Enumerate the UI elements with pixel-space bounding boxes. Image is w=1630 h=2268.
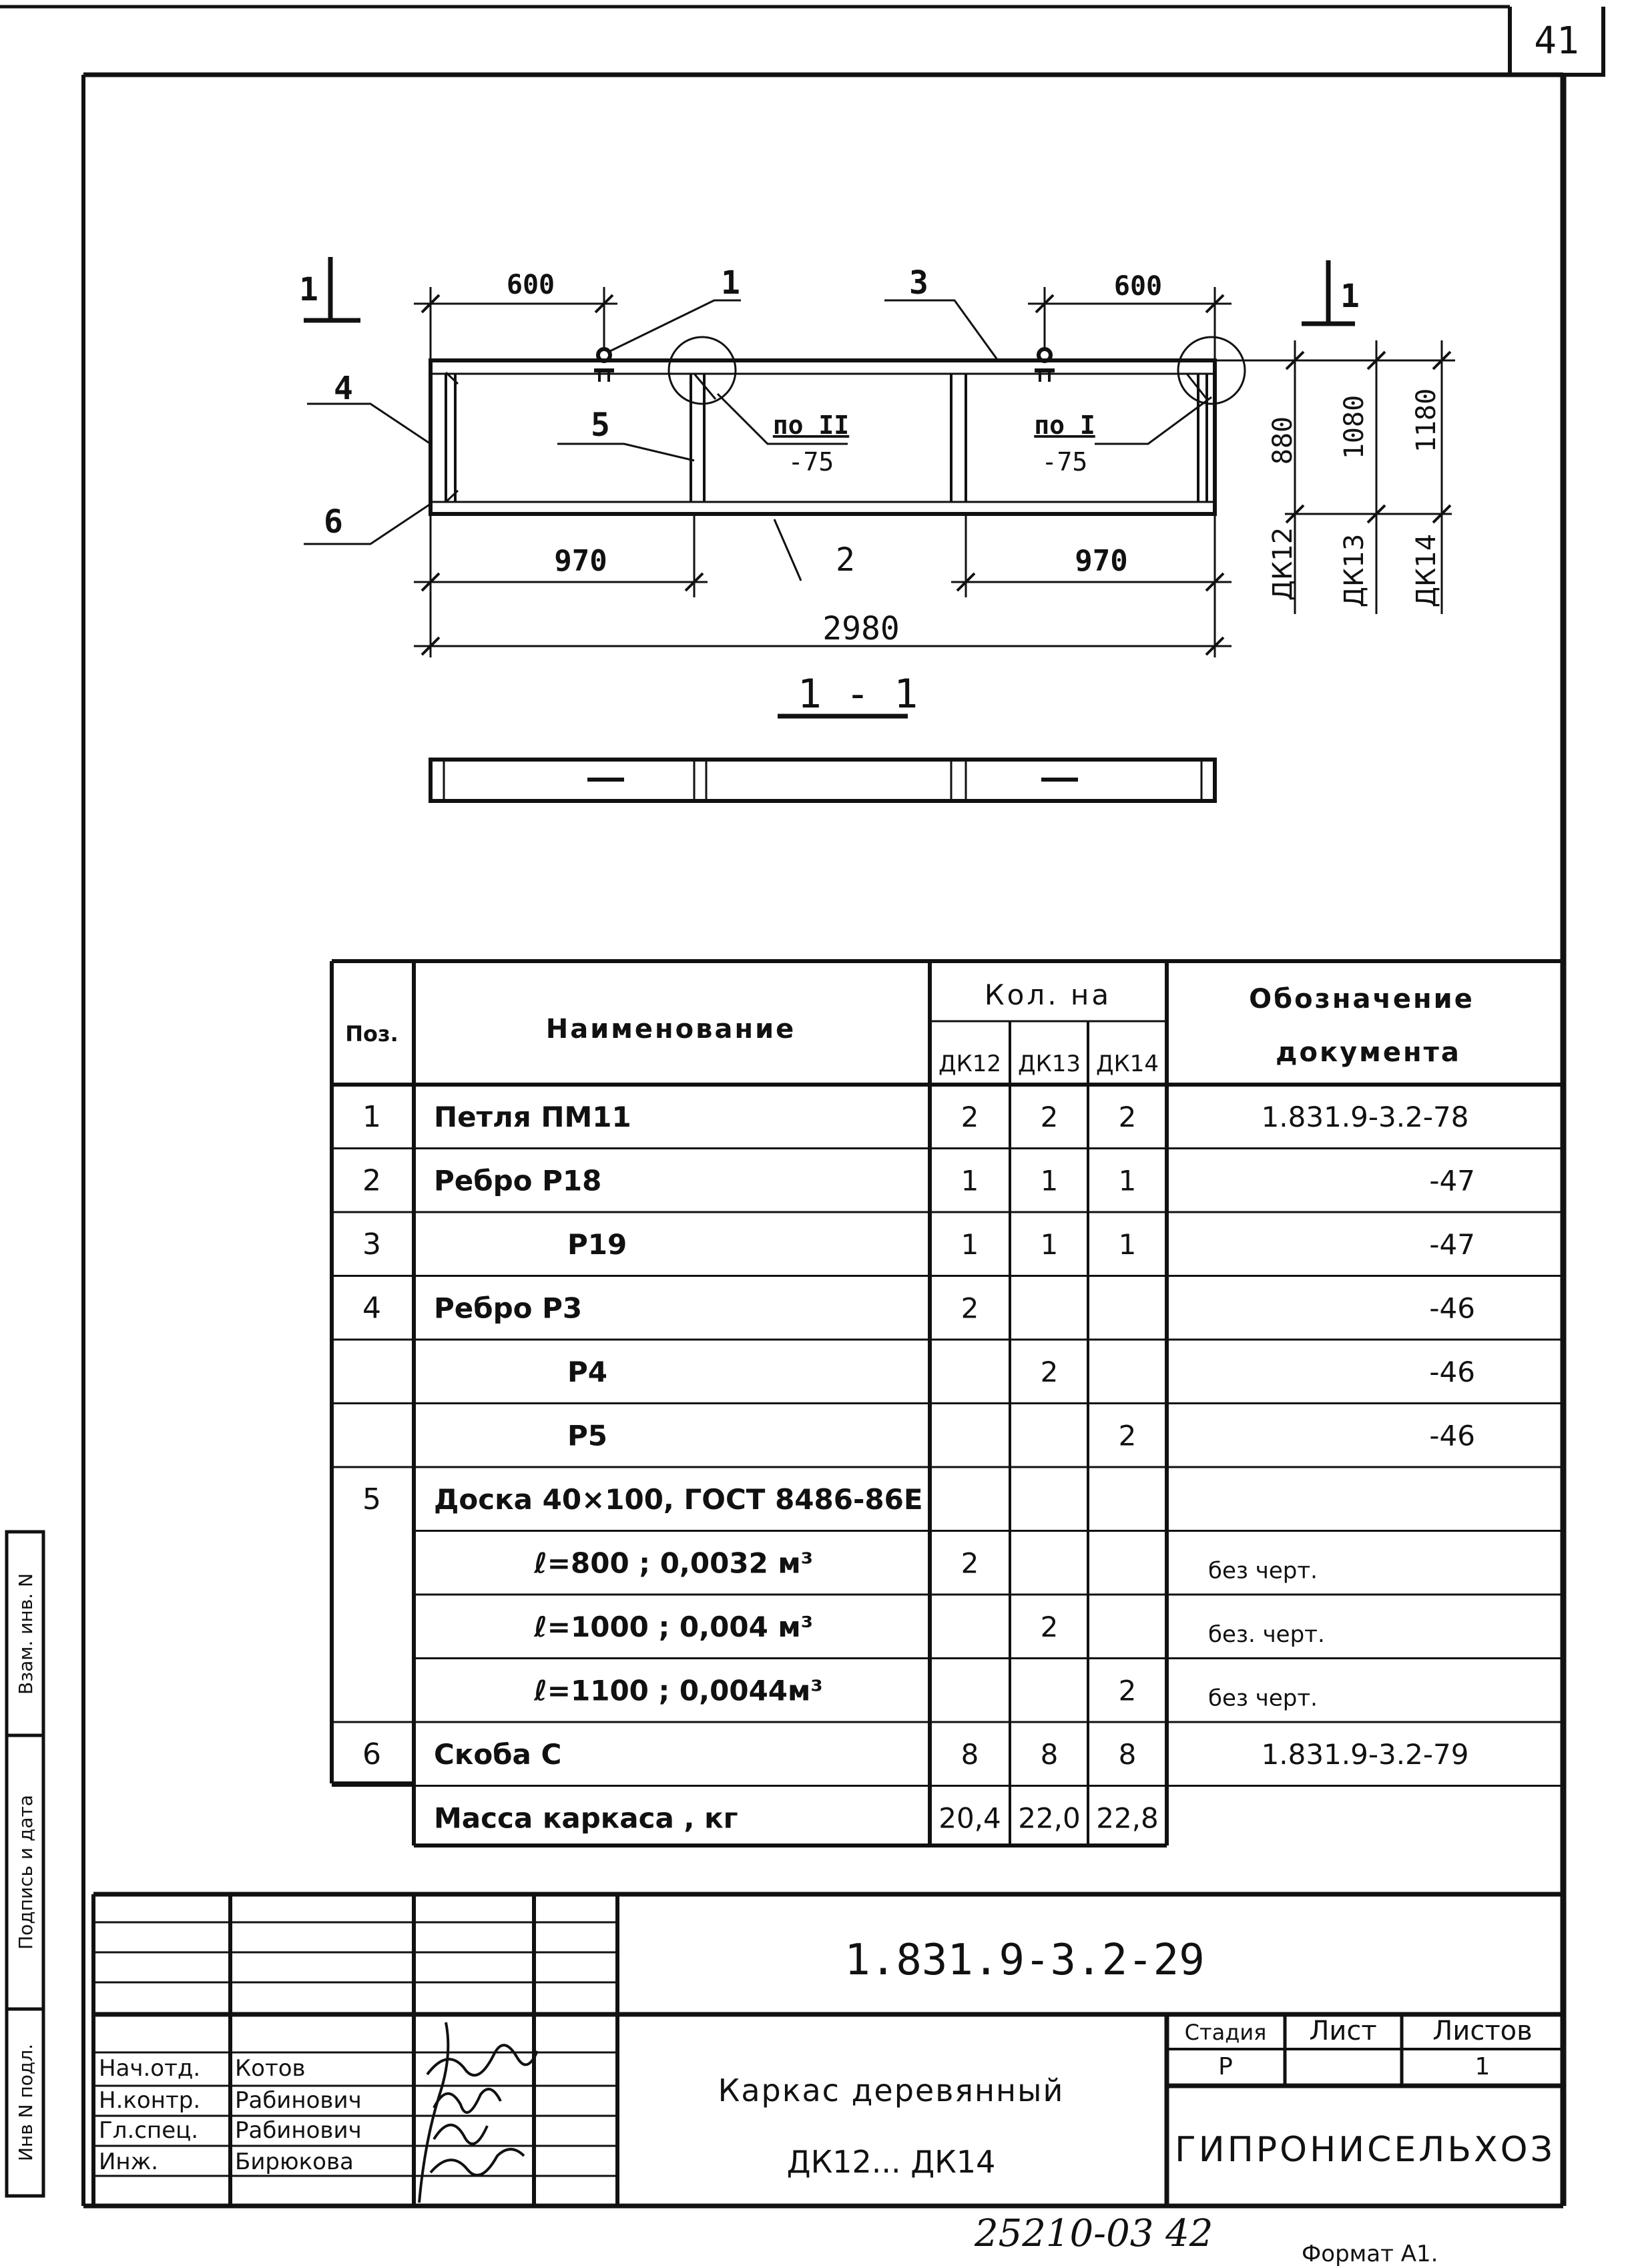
spec-row-pos: 2	[362, 1163, 381, 1198]
callout-5: 5	[591, 406, 610, 444]
spec-row-doc: без. черт.	[1208, 1621, 1325, 1649]
spec-row-qty: 2	[1040, 1101, 1059, 1134]
spec-header-dk13: ДК13	[1018, 1051, 1081, 1077]
side-stamp-original: Инв N подл.	[15, 2043, 37, 2162]
title-header-sheets: Листов	[1432, 2016, 1533, 2046]
title-header-stage: Стадия	[1184, 2020, 1267, 2045]
spec-row-qty: 8	[961, 1738, 979, 1771]
spec-row-qty: 1	[1118, 1228, 1137, 1261]
spec-row-qty: 1	[1040, 1164, 1059, 1197]
dim-height-dk13: 1080	[1339, 394, 1370, 460]
spec-row-doc: без черт.	[1208, 1685, 1318, 1712]
spec-row-name: Р19	[567, 1228, 627, 1261]
format-note: Формат А1.	[1302, 2241, 1438, 2267]
spec-row-qty: 2	[961, 1546, 979, 1580]
spec-row-pos: 6	[362, 1737, 381, 1772]
spec-row-name: ℓ=1100 ; 0,0044м³	[534, 1674, 823, 1707]
title-role-name: Рабинович	[235, 2087, 362, 2114]
height-label-dk14: ДК14	[1411, 533, 1442, 608]
spec-row-qty: 2	[1118, 1419, 1137, 1452]
title-value-sheets: 1	[1474, 2053, 1490, 2080]
side-stamp-signature-date: Подпись и дата	[15, 1795, 37, 1950]
spec-row-name: Р5	[567, 1419, 608, 1452]
title-role-name: Бирюкова	[235, 2149, 354, 2175]
section-title: 1 - 1	[797, 671, 918, 718]
spec-header-pos: Поз.	[345, 1021, 398, 1047]
spec-row-doc: 1.831.9-3.2-78	[1261, 1101, 1469, 1134]
title-designation: 1.831.9-3.2-29	[844, 1936, 1205, 1985]
title-header-sheet: Лист	[1309, 2016, 1377, 2046]
spec-row-qty: 2	[1118, 1674, 1137, 1707]
dim-overall: 2980	[822, 610, 900, 647]
title-role-name: Котов	[235, 2055, 306, 2082]
spec-row-qty: 2	[1040, 1356, 1059, 1389]
node-note-right-ref: по I	[1034, 410, 1095, 440]
height-label-dk12: ДК12	[1268, 527, 1298, 601]
title-role-name: Рабинович	[235, 2117, 362, 2144]
spec-row-qty: 2	[961, 1292, 979, 1325]
node-note-left-value: -75	[788, 447, 834, 477]
spec-header-dk12: ДК12	[938, 1051, 1001, 1077]
spec-row-doc: -47	[1429, 1164, 1475, 1197]
spec-row-name: Петля ПМ11	[434, 1101, 631, 1134]
spec-row-qty: 8	[1118, 1738, 1137, 1771]
section-mark-left: 1	[299, 271, 318, 308]
spec-row-pos: 3	[362, 1227, 381, 1262]
spec-row-name: Доска 40×100, ГОСТ 8486-86Е	[434, 1483, 923, 1516]
spec-row-qty: 1	[961, 1228, 979, 1261]
spec-row-qty: 1	[961, 1164, 979, 1197]
spec-row-pos: 4	[362, 1291, 381, 1326]
title-object-line-2: ДК12... ДК14	[786, 2144, 996, 2180]
spec-header-doc-1: Обозначение	[1249, 984, 1474, 1015]
spec-header-doc-2: документа	[1276, 1037, 1461, 1068]
height-label-dk13: ДК13	[1339, 533, 1370, 608]
dim-right-top: 600	[1113, 271, 1163, 302]
callout-3: 3	[909, 264, 928, 302]
sheet-number: 41	[1534, 19, 1579, 63]
section-mark-right: 1	[1340, 278, 1360, 315]
callout-4: 4	[334, 370, 353, 407]
spec-row-name: ℓ=1000 ; 0,004 м³	[534, 1611, 814, 1644]
spec-row-name: Ребро Р18	[434, 1164, 602, 1197]
dim-height-dk14: 1180	[1411, 388, 1442, 453]
title-role-role: Нач.отд.	[99, 2055, 201, 2082]
node-note-left-ref: по II	[772, 410, 850, 440]
spec-row-pos: 1	[362, 1100, 381, 1135]
spec-row-doc: без черт.	[1208, 1557, 1318, 1585]
title-value-stage: Р	[1218, 2053, 1233, 2080]
callout-1: 1	[721, 264, 740, 302]
spec-header-qty: Кол. на	[984, 978, 1112, 1011]
spec-row-qty: 2	[961, 1101, 979, 1134]
title-object-line-1: Каркас деревянный	[718, 2072, 1065, 2108]
title-organization: ГИПРОНИСЕЛЬХОЗ	[1175, 2130, 1555, 2170]
spec-row-name: Масса каркаса , кг	[434, 1801, 738, 1835]
node-note-right-value: -75	[1041, 447, 1088, 477]
title-role-role: Н.контр.	[99, 2087, 201, 2114]
spec-row-qty: 22,0	[1018, 1801, 1081, 1835]
dim-left-top: 600	[506, 270, 555, 300]
dim-height-dk12: 880	[1268, 416, 1298, 465]
spec-row-doc: -46	[1429, 1292, 1475, 1325]
spec-row-name: Ребро Р3	[434, 1292, 583, 1325]
spec-row-qty: 1	[1118, 1164, 1137, 1197]
title-role-role: Гл.спец.	[99, 2117, 199, 2144]
spec-row-name: Скоба С	[434, 1738, 562, 1771]
spec-header-dk14: ДК14	[1096, 1051, 1159, 1077]
spec-row-qty: 8	[1040, 1738, 1059, 1771]
spec-row-name: Р4	[567, 1356, 608, 1389]
side-stamp-exchange: Взам. инв. N	[15, 1573, 37, 1695]
spec-row-qty: 2	[1118, 1101, 1137, 1134]
callout-6: 6	[324, 503, 343, 541]
spec-row-qty: 22,8	[1096, 1801, 1159, 1835]
spec-row-doc: -47	[1429, 1228, 1475, 1261]
spec-row-qty: 20,4	[938, 1801, 1001, 1835]
spec-row-qty: 1	[1040, 1228, 1059, 1261]
dim-right-bottom: 970	[1075, 544, 1128, 578]
title-role-role: Инж.	[99, 2149, 159, 2175]
spec-row-doc: 1.831.9-3.2-79	[1261, 1738, 1469, 1771]
inventory-stamp: 25210-03 42	[975, 2212, 1213, 2255]
spec-row-name: ℓ=800 ; 0,0032 м³	[534, 1546, 814, 1580]
spec-row-qty: 2	[1040, 1611, 1059, 1644]
spec-header-name: Наименование	[545, 1014, 796, 1045]
spec-row-doc: -46	[1429, 1419, 1475, 1452]
spec-row-doc: -46	[1429, 1356, 1475, 1389]
callout-2: 2	[836, 541, 855, 579]
spec-row-pos: 5	[362, 1482, 381, 1517]
dim-left-bottom: 970	[554, 544, 607, 578]
